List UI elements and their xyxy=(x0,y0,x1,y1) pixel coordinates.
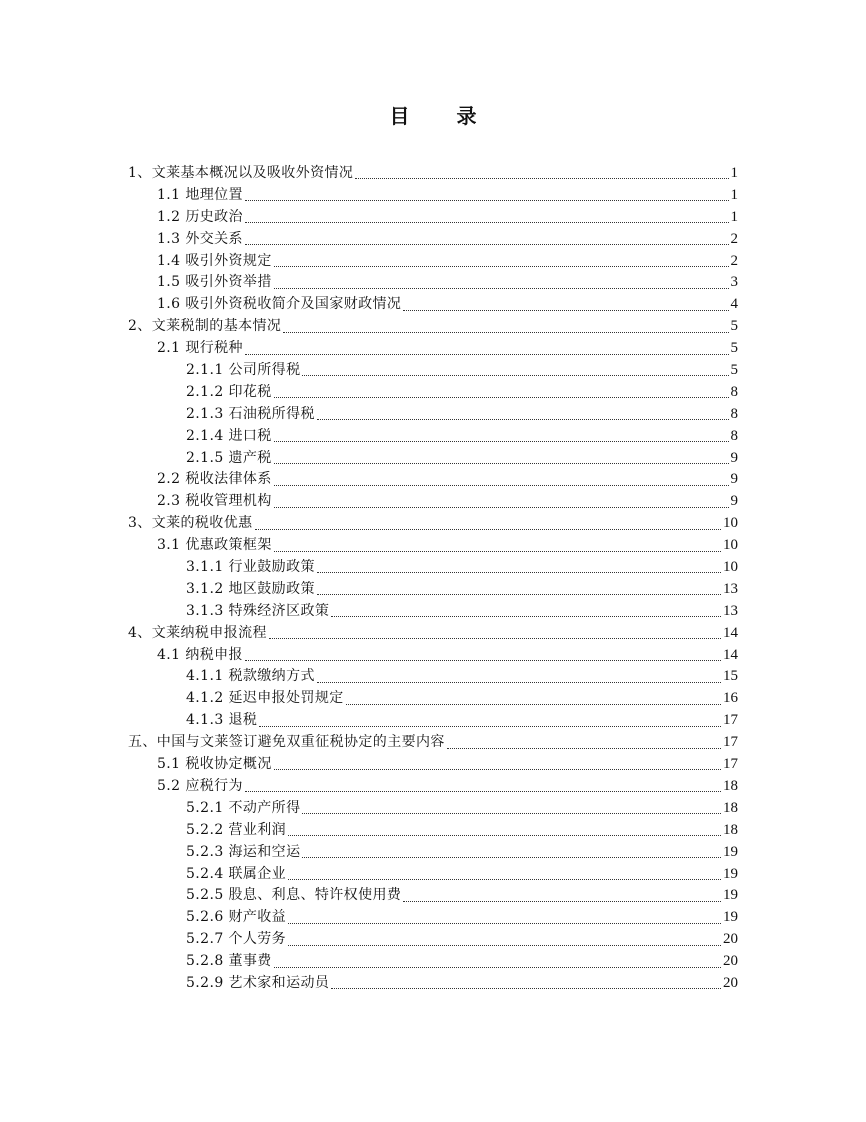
toc-entry[interactable] xyxy=(0,929,866,951)
toc-entry[interactable] xyxy=(0,601,866,623)
toc-page-number: 10 xyxy=(723,559,738,576)
toc-entry-label: 2、文莱税制的基本情况 xyxy=(128,318,282,335)
dot-leader xyxy=(245,660,721,661)
toc-entry[interactable] xyxy=(0,251,866,273)
toc-entry-label: 1.6 吸引外资税收简介及国家财政情况 xyxy=(157,296,402,313)
dot-leader xyxy=(245,222,729,223)
toc-page-number: 10 xyxy=(723,515,738,532)
toc-entry[interactable] xyxy=(0,666,866,688)
toc-page-number: 2 xyxy=(730,252,738,269)
toc-entry-label: 2.1.1 公司所得税 xyxy=(186,362,301,379)
toc-entry-label: 1.1 地理位置 xyxy=(157,186,243,203)
toc-entry[interactable] xyxy=(0,163,866,185)
toc-entry[interactable] xyxy=(0,229,866,251)
dot-leader xyxy=(317,419,729,420)
toc-entry[interactable] xyxy=(0,491,866,513)
table-of-contents xyxy=(0,163,866,995)
dot-leader xyxy=(288,945,721,946)
toc-entry-label: 5.2.3 海运和空运 xyxy=(186,843,301,860)
toc-entry-label: 3.1.1 行业鼓励政策 xyxy=(186,559,315,576)
toc-page-number: 4 xyxy=(730,296,738,313)
dot-leader xyxy=(331,988,721,989)
dot-leader xyxy=(274,463,729,464)
toc-page-number: 17 xyxy=(723,712,738,729)
toc-page-number: 1 xyxy=(730,208,738,225)
toc-page-number: 19 xyxy=(723,865,738,882)
dot-leader xyxy=(302,857,721,858)
toc-page-number: 15 xyxy=(723,668,738,685)
toc-entry[interactable] xyxy=(0,754,866,776)
dot-leader xyxy=(255,529,721,530)
toc-entry[interactable] xyxy=(0,688,866,710)
toc-page-number: 8 xyxy=(730,383,738,400)
toc-entry[interactable] xyxy=(0,338,866,360)
toc-page-number: 2 xyxy=(730,230,738,247)
toc-entry-label: 3.1 优惠政策框架 xyxy=(157,537,272,554)
toc-entry[interactable] xyxy=(0,448,866,470)
toc-entry-label: 2.2 税收法律体系 xyxy=(157,471,272,488)
toc-entry[interactable] xyxy=(0,535,866,557)
toc-entry-label: 3.1.2 地区鼓励政策 xyxy=(186,580,315,597)
toc-page-number: 8 xyxy=(730,427,738,444)
toc-entry[interactable] xyxy=(0,469,866,491)
toc-entry-label: 4.1.1 税款缴纳方式 xyxy=(186,668,315,685)
toc-page-number: 19 xyxy=(723,887,738,904)
dot-leader xyxy=(331,616,721,617)
dot-leader xyxy=(317,682,721,683)
dot-leader xyxy=(259,726,721,727)
toc-page-number: 13 xyxy=(723,580,738,597)
toc-page-number: 5 xyxy=(730,362,738,379)
toc-entry-label: 2.1.2 印花税 xyxy=(186,383,272,400)
toc-entry-label: 5.2.5 股息、利息、特许权使用费 xyxy=(186,887,402,904)
toc-page-number: 19 xyxy=(723,843,738,860)
dot-leader xyxy=(269,638,721,639)
dot-leader xyxy=(274,288,729,289)
toc-page-number: 9 xyxy=(730,493,738,510)
toc-entry[interactable] xyxy=(0,404,866,426)
toc-page-number: 18 xyxy=(723,799,738,816)
dot-leader xyxy=(245,791,721,792)
toc-entry-label: 5.2.1 不动产所得 xyxy=(186,799,301,816)
dot-leader xyxy=(317,594,721,595)
dot-leader xyxy=(274,769,721,770)
toc-entry-label: 1.3 外交关系 xyxy=(157,230,243,247)
toc-entry[interactable] xyxy=(0,513,866,535)
toc-entry[interactable] xyxy=(0,842,866,864)
dot-leader xyxy=(302,375,728,376)
toc-entry[interactable] xyxy=(0,710,866,732)
toc-entry[interactable] xyxy=(0,294,866,316)
dot-leader xyxy=(274,397,729,398)
toc-entry-label: 3.1.3 特殊经济区政策 xyxy=(186,602,330,619)
toc-entry-label: 2.1.5 遗产税 xyxy=(186,449,272,466)
toc-page-number: 20 xyxy=(723,931,738,948)
toc-page-number: 19 xyxy=(723,909,738,926)
toc-entry-label: 5.2.7 个人劳务 xyxy=(186,931,287,948)
dot-leader xyxy=(288,879,721,880)
toc-page-number: 17 xyxy=(723,734,738,751)
toc-page-number: 5 xyxy=(730,340,738,357)
toc-entry[interactable] xyxy=(0,426,866,448)
dot-leader xyxy=(274,266,729,267)
toc-page-number: 16 xyxy=(723,690,738,707)
page-title: 目 录 xyxy=(389,104,497,128)
toc-entry[interactable] xyxy=(0,185,866,207)
toc-page-number: 1 xyxy=(730,165,738,181)
toc-entry-label: 5.2.9 艺术家和运动员 xyxy=(186,974,330,991)
dot-leader xyxy=(317,572,721,573)
toc-page-number: 8 xyxy=(730,405,738,422)
toc-entry[interactable] xyxy=(0,885,866,907)
toc-page-number: 3 xyxy=(730,274,738,291)
dot-leader xyxy=(302,813,721,814)
toc-entry-label: 2.3 税收管理机构 xyxy=(157,493,272,510)
toc-entry[interactable] xyxy=(0,623,866,645)
toc-page-number: 5 xyxy=(730,318,738,335)
toc-entry-label: 4、文莱纳税申报流程 xyxy=(128,624,267,641)
dot-leader xyxy=(274,551,721,552)
dot-leader xyxy=(274,967,721,968)
toc-page-number: 1 xyxy=(730,186,738,203)
dot-leader xyxy=(403,310,728,311)
toc-entry[interactable] xyxy=(0,557,866,579)
toc-entry-label: 5.2.2 营业利润 xyxy=(186,821,287,838)
toc-entry-label: 4.1.2 延迟申报处罚规定 xyxy=(186,690,344,707)
toc-entry[interactable] xyxy=(0,579,866,601)
toc-entry-label: 2.1 现行税种 xyxy=(157,340,243,357)
toc-entry[interactable] xyxy=(0,951,866,973)
toc-entry[interactable] xyxy=(0,360,866,382)
toc-entry-label: 5.2.6 财产收益 xyxy=(186,909,287,926)
dot-leader xyxy=(274,507,729,508)
toc-entry[interactable] xyxy=(0,382,866,404)
toc-entry[interactable] xyxy=(0,272,866,294)
dot-leader xyxy=(245,244,729,245)
dot-leader xyxy=(274,441,729,442)
toc-entry-label: 2.1.4 进口税 xyxy=(186,427,272,444)
dot-leader xyxy=(288,835,721,836)
toc-entry[interactable] xyxy=(0,798,866,820)
toc-entry-label: 3、文莱的税收优惠 xyxy=(128,515,253,532)
toc-entry-label: 1.5 吸引外资举措 xyxy=(157,274,272,291)
dot-leader xyxy=(288,923,721,924)
dot-leader xyxy=(355,178,728,179)
toc-entry-label: 5.2.4 联属企业 xyxy=(186,865,287,882)
toc-entry-label: 5.2.8 董事费 xyxy=(186,953,272,970)
toc-entry[interactable] xyxy=(0,864,866,886)
toc-page-number: 17 xyxy=(723,756,738,773)
toc-page-number: 20 xyxy=(723,974,738,991)
toc-page-number: 18 xyxy=(723,777,738,794)
toc-entry-label: 1、文莱基本概况以及吸收外资情况 xyxy=(128,165,354,181)
toc-entry[interactable] xyxy=(0,732,866,754)
toc-entry[interactable] xyxy=(0,820,866,842)
toc-entry[interactable] xyxy=(0,645,866,667)
toc-entry[interactable] xyxy=(0,316,866,338)
dot-leader xyxy=(346,704,721,705)
toc-entry[interactable] xyxy=(0,907,866,929)
toc-entry-label: 五、中国与文莱签订避免双重征税协定的主要内容 xyxy=(128,734,445,751)
dot-leader xyxy=(447,748,721,749)
toc-entry[interactable] xyxy=(0,776,866,798)
dot-leader xyxy=(245,200,729,201)
toc-entry-label: 2.1.3 石油税所得税 xyxy=(186,405,315,422)
toc-entry-label: 1.4 吸引外资规定 xyxy=(157,252,272,269)
toc-page-number: 9 xyxy=(730,449,738,466)
toc-page-number: 18 xyxy=(723,821,738,838)
toc-page-number: 10 xyxy=(723,537,738,554)
dot-leader xyxy=(403,901,721,902)
toc-entry-label: 5.1 税收协定概况 xyxy=(157,756,272,773)
toc-entry-label: 4.1 纳税申报 xyxy=(157,646,243,663)
dot-leader xyxy=(283,332,728,333)
toc-entry-label: 5.2 应税行为 xyxy=(157,777,243,794)
toc-page-number: 13 xyxy=(723,602,738,619)
toc-entry-label: 1.2 历史政治 xyxy=(157,208,243,225)
toc-page-number: 14 xyxy=(723,624,738,641)
dot-leader xyxy=(245,354,729,355)
toc-page-number: 9 xyxy=(730,471,738,488)
dot-leader xyxy=(274,485,729,486)
toc-page-number: 20 xyxy=(723,953,738,970)
toc-entry[interactable] xyxy=(0,973,866,995)
toc-entry[interactable] xyxy=(0,207,866,229)
toc-entry-label: 4.1.3 退税 xyxy=(186,712,258,729)
toc-page-number: 14 xyxy=(723,646,738,663)
